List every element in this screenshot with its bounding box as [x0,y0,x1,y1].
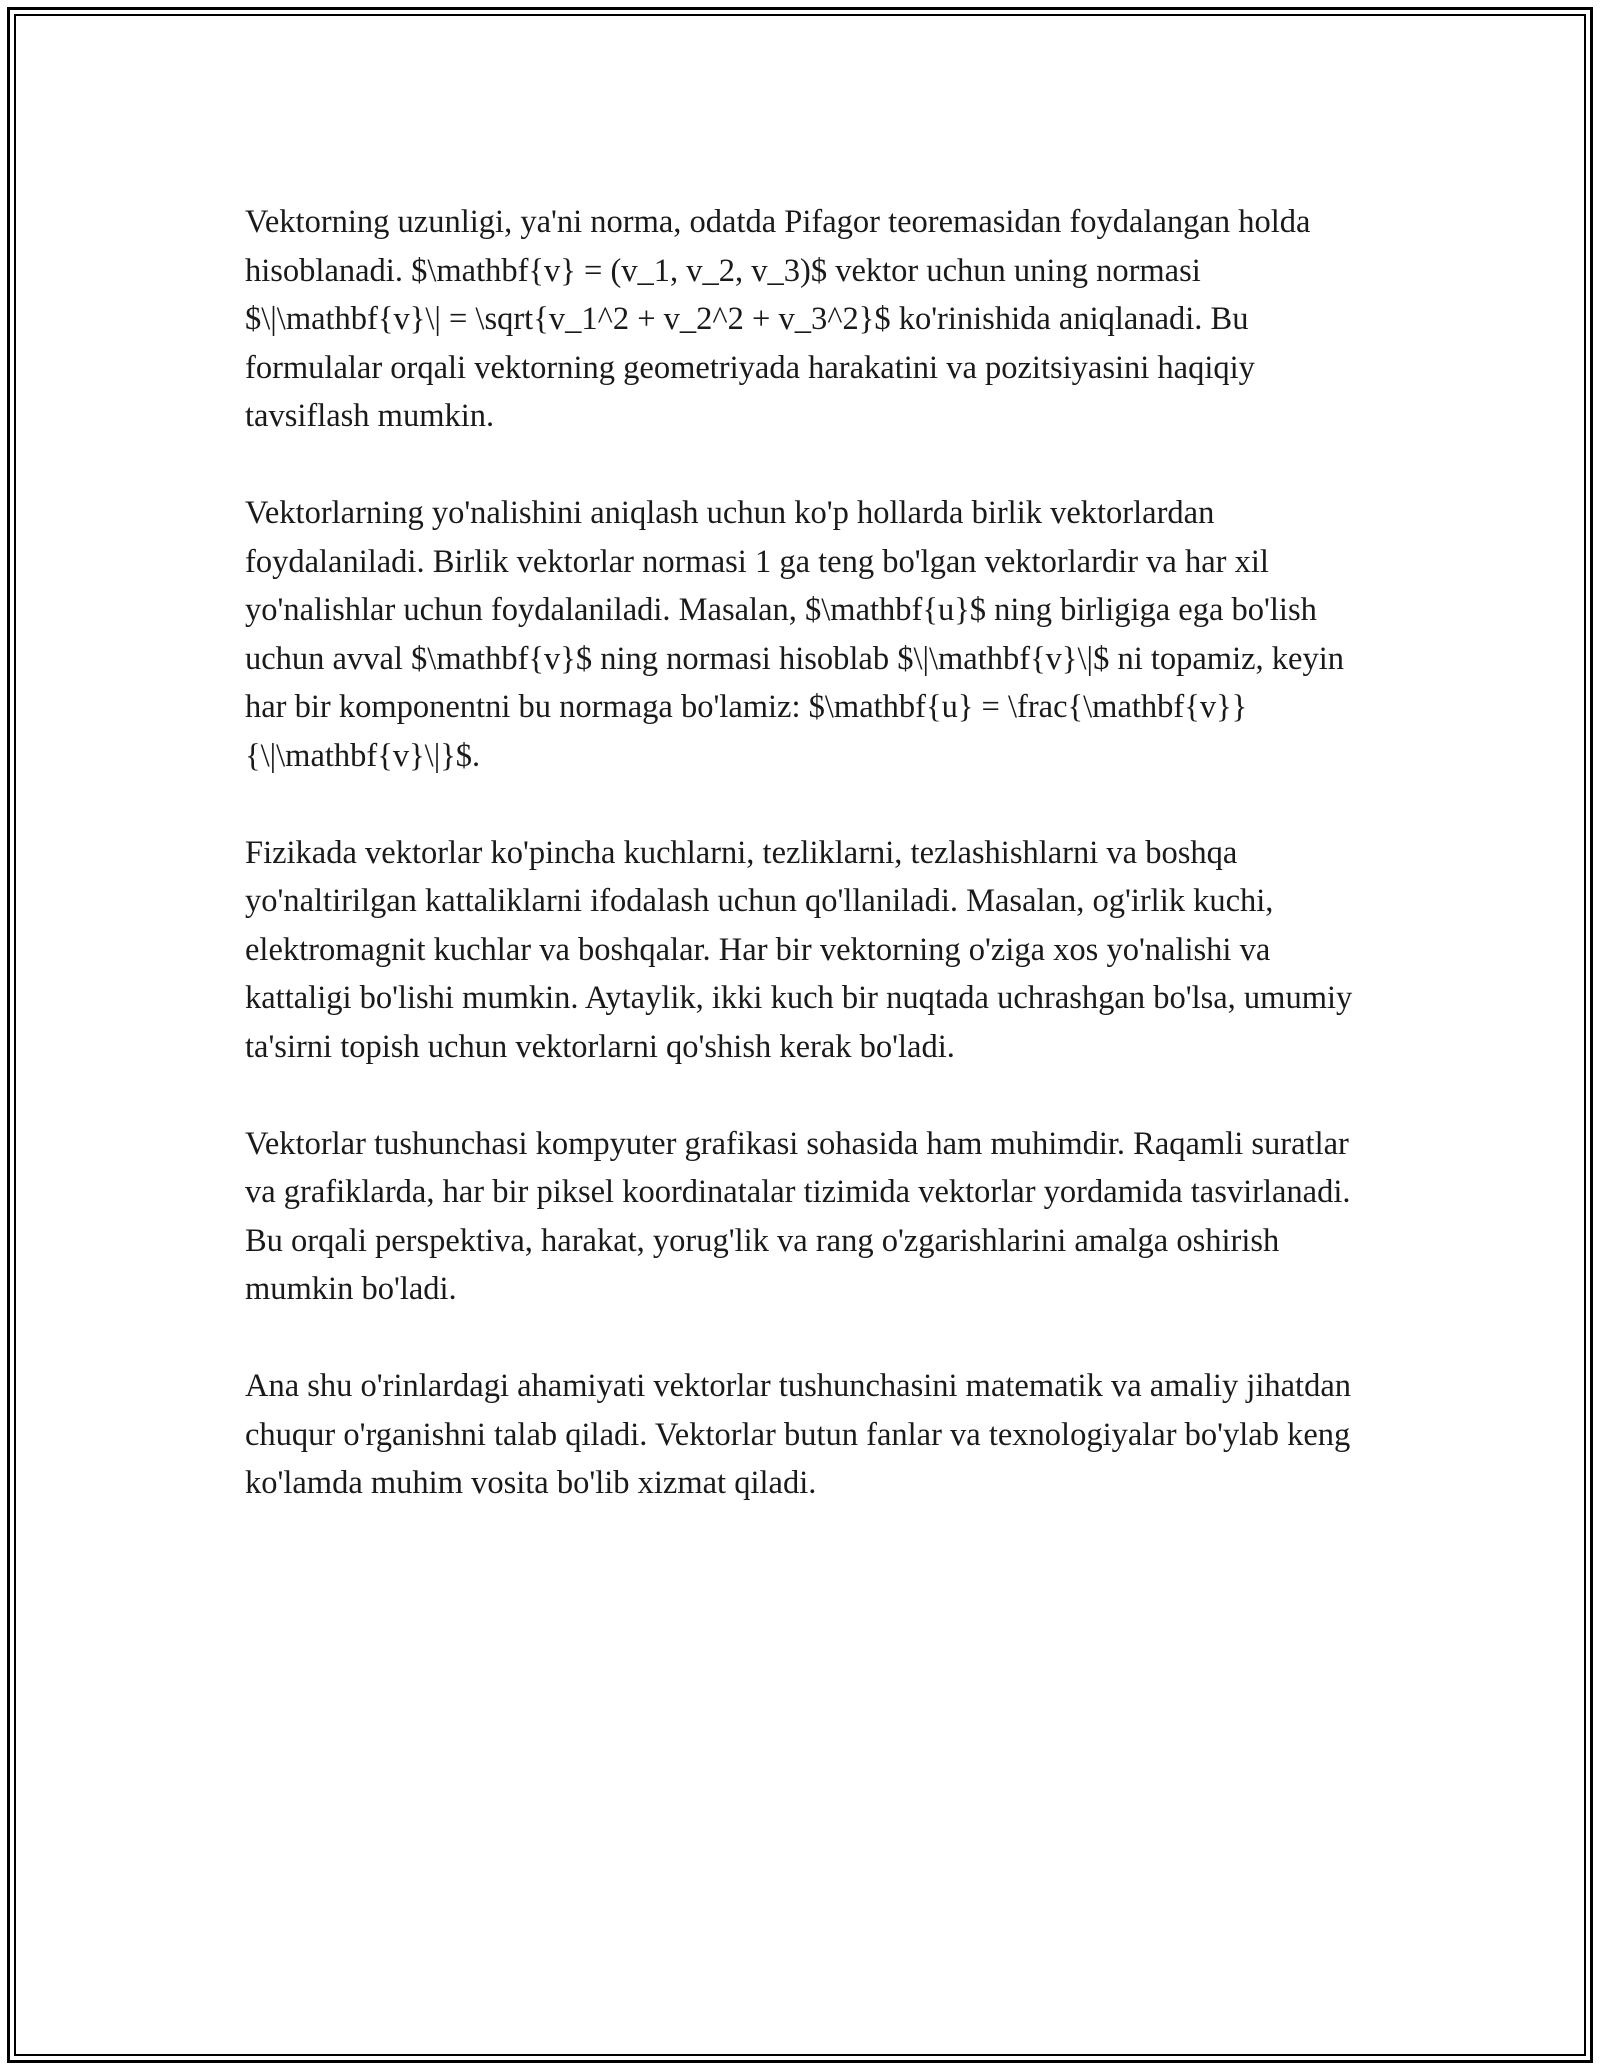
paragraph-physics: Fizikada vektorlar ko'pincha kuchlarni, tezliklarni, tezlashishlarni va boshqa yo'naltirilgan kattaliklarni ifodalash uchun qo'llaniladi. Masalan, og'irlik kuchi, elektromagnit kuchlar va boshqalar. Har bir vektorning o'ziga xos yo'nalishi va kattaligi bo'lishi mumkin. Aytaylik, ikki kuch bir nuqtada uchrashgan bo'lsa, umumiy ta'sirni topish uchun vektorlarni qo'shish kerak bo'ladi. [245,834,1353,1065]
paragraph-unit-vectors: Vektorlarning yo'nalishini aniqlash uchun ko'p hollarda birlik vektorlardan foydalaniladi. Birlik vektorlar normasi 1 ga teng bo'lgan vektorlardir va har xil yo'nalishlar uchun foydalaniladi. Masalan, $\mathbf{u}$ ning birligiga ega bo'lish uchun avval $\mathbf{v}$ ning normasi hisoblab $\|\mathbf{v}\|$ ni topamiz, keyin har bir komponentni bu normaga bo'lamiz: $\mathbf{u} = \frac{\mathbf{v}}{\|\mathbf{v}\|}$. [245,495,1344,774]
document-page [7,7,1593,2063]
paragraph-conclusion: Ana shu o'rinlardagi ahamiyati vektorlar tushunchasini matematik va amaliy jihatdan chuqur o'rganishni talab qiladi. Vektorlar butun fanlar va texnologiyalar bo'ylab keng ko'lamda muhim vosita bo'lib xizmat qiladi. [245,1368,1352,1501]
document-body [245,198,1375,1508]
paragraph-vector-norm: Vektorning uzunligi, ya'ni norma, odatda Pifagor teoremasidan foydalangan holda hisoblanadi. $\mathbf{v} = (v_1, v_2, v_3)$ vektor uchun uning normasi $\|\mathbf{v}\| = \sqrt{v_1^2 + v_2^2 + v_3^2}$ ko'rinishida aniqlanadi. Bu formulalar orqali vektorning geometriyada harakatini va pozitsiyasini haqiqiy tavsiflash mumkin. [245,204,1311,434]
paragraph-computer-graphics: Vektorlar tushunchasi kompyuter grafikasi sohasida ham muhimdir. Raqamli suratlar va grafiklarda, har bir piksel koordinatalar tizimida vektorlar yordamida tasvirlanadi. Bu orqali perspektiva, harakat, yorug'lik va rang o'zgarishlarini amalga oshirish mumkin bo'ladi. [245,1125,1351,1307]
